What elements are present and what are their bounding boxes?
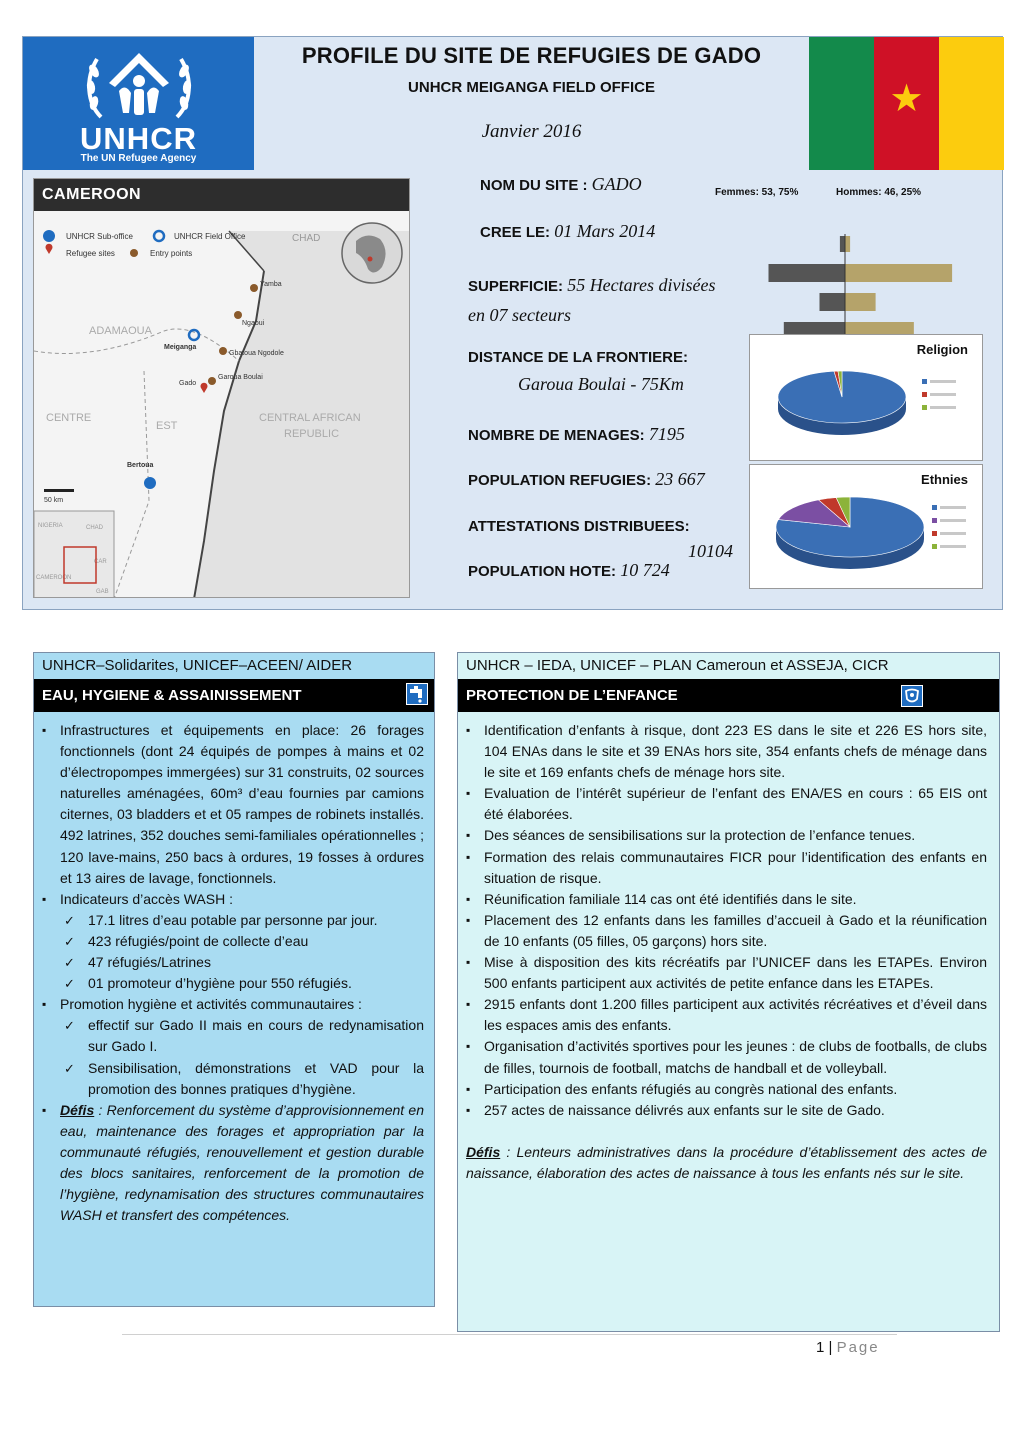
map-drawing — [34, 211, 410, 598]
legend-label-placeholder — [940, 519, 966, 522]
site-name-label: NOM DU SITE : — [480, 177, 592, 194]
child-protection-icon — [901, 685, 923, 707]
location-map — [33, 178, 410, 598]
map-label-garoua-boulai: Garoua Boulai — [218, 374, 263, 381]
map-label-meiganga: Meiganga — [164, 344, 197, 351]
legend-swatch — [932, 518, 937, 523]
site-area-value-2: en 07 secteurs — [468, 305, 571, 325]
map-label-car-2: REPUBLIC — [284, 428, 340, 440]
legend-label-placeholder — [940, 545, 966, 548]
legend-label-placeholder — [940, 506, 966, 509]
inset-label-cameroon: CAMEROON — [36, 575, 72, 581]
site-refugees-value: 23 667 — [655, 469, 705, 489]
site-refugees — [468, 469, 705, 490]
pyramid-bar-female — [820, 293, 846, 311]
map-label-bertoua: Bertoua — [127, 462, 154, 469]
wash-body — [34, 712, 434, 1226]
flag-stripe-green — [809, 37, 874, 170]
map-label-yamba: Yamba — [260, 281, 282, 288]
map-label-centre: CENTRE — [46, 412, 92, 424]
religion-pie — [750, 335, 984, 462]
map-label-gbatoua: Gbatoua Ngodole — [229, 350, 284, 357]
logo-subtitle: The UN Refugee Agency — [80, 153, 197, 164]
protection-defis-text: : Lenteurs administratives dans la procédure d’établissement des actes de naissance, élaboration des actes de naissance à tous les enfants nés sur le site. — [466, 1143, 987, 1181]
wash-indicator: ✓ 01 promoteur d’hygiène pour 550 réfugiés. — [84, 973, 424, 994]
wash-partners: UNHCR–Solidarites, UNICEF–ACEEN/ AIDER — [42, 657, 353, 674]
protection-body — [458, 712, 999, 1184]
legend-swatch — [932, 531, 937, 536]
site-border-distance — [468, 345, 688, 399]
inset-label-nigeria: NIGERIA — [38, 523, 63, 529]
site-area-value-1: 55 Hectares divisées — [567, 275, 716, 295]
report-date: Janvier 2016 — [481, 121, 582, 142]
legend-swatch — [932, 505, 937, 510]
ethnies-pie — [750, 465, 984, 590]
protection-section-header — [458, 679, 999, 712]
legend-swatch — [932, 544, 937, 549]
child-protection-panel — [457, 652, 1000, 1332]
legend-sub-office: UNHCR Sub-office — [66, 232, 133, 241]
legend-swatch — [922, 405, 927, 410]
protection-item: ▪ Mise à disposition des kits récréatifs par l’UNICEF dans les ETAPEs. Environ 500 enfants participent aux activités de petite enfance dans les ETAPEs. — [480, 952, 987, 994]
pyramid-bar-male — [845, 264, 952, 282]
protection-item: ▪ Réunification familiale 114 cas ont été identifiés dans le site. — [480, 889, 987, 910]
wash-promotion-label: Promotion hygiène et activités communautaires : — [60, 996, 362, 1013]
religion-chart-title: Religion — [916, 342, 968, 357]
legend-label-placeholder — [930, 406, 956, 409]
page-subtitle: UNHCR MEIGANGA FIELD OFFICE — [408, 79, 655, 96]
site-area — [468, 271, 715, 331]
legend-refugee-sites: Refugee sites — [66, 249, 115, 258]
map-scale-label: 50 km — [44, 497, 64, 504]
site-created-value: 01 Mars 2014 — [554, 221, 656, 241]
pyramid-male-label: Hommes: 46, 25% — [836, 187, 922, 198]
flag-stripe-red — [874, 37, 939, 170]
profile-banner — [22, 36, 1003, 610]
map-label-chad: CHAD — [292, 233, 321, 244]
wash-indicator: ✓ 47 réfugiés/Latrines — [84, 952, 424, 973]
site-name-value: GADO — [591, 174, 642, 194]
pyramid-bar-female — [840, 236, 845, 252]
map-scale-bar — [44, 489, 74, 492]
page-word: Page — [836, 1339, 880, 1356]
legend-label-placeholder — [940, 532, 966, 535]
population-pyramid — [713, 178, 1003, 338]
protection-item: ▪ Participation des enfants réfugiés au congrès national des enfants. — [480, 1079, 987, 1100]
site-attest-label: ATTESTATIONS DISTRIBUEES: — [468, 518, 690, 535]
site-name — [480, 174, 642, 195]
legend-swatch — [922, 392, 927, 397]
flag-stripe-yellow — [939, 37, 1004, 170]
title-block — [254, 37, 809, 170]
site-border-value: Garoua Boulai - 75Km — [518, 374, 684, 394]
pyramid-female-label: Femmes: 53, 75% — [715, 187, 799, 198]
wash-section-title: EAU, HYGIENE & ASSAINISSEMENT — [42, 687, 302, 704]
wash-item-promotion — [56, 994, 424, 1099]
protection-item: ▪ Placement des 12 enfants dans les familles d’accueil à Gado et la réunification de 10 enfants (05 filles, 05 garçons) hors site. — [480, 910, 987, 952]
unhcr-emblem-icon — [79, 47, 199, 125]
protection-item: ▪ Des séances de sensibilisations sur la protection de l’enfance tenues. — [480, 825, 987, 846]
site-attest-value: 10104 — [688, 541, 733, 561]
legend-label-placeholder — [930, 380, 956, 383]
site-households-label: NOMBRE DE MENAGES: — [468, 427, 649, 444]
map-label-adamaoua: ADAMAOUA — [89, 325, 152, 337]
footer-divider — [122, 1334, 897, 1335]
pyramid-bars — [713, 178, 1003, 338]
wash-section-header — [34, 679, 434, 712]
wash-defis-text: : Renforcement du système d’approvisionnement en eau, maintenance des forages et appropriation par la communauté réfugiés, renouvellement et gestion durable des blocs sanitaires, renforcement de la promotion de l’hygiène, redynamisation des structures communautaires WASH et transfert des compétences. — [60, 1101, 424, 1224]
protection-section-title: PROTECTION DE L’ENFANCE — [466, 687, 678, 704]
protection-defis-label: Défis — [466, 1143, 501, 1160]
map-title: CAMEROON — [34, 179, 410, 211]
ethnies-chart — [749, 464, 983, 589]
cameroon-flag — [809, 37, 1004, 170]
site-area-label: SUPERFICIE: — [468, 278, 568, 295]
protection-item: ▪ 2915 enfants dont 1.200 filles participent aux activités récréatives et d’éveil dans les espaces amis des enfants. — [480, 994, 987, 1036]
religion-chart — [749, 334, 983, 461]
wash-promotion-entry: ✓ Sensibilisation, démonstrations et VAD pour la promotion des bonnes pratiques d’hygiène. — [84, 1058, 424, 1100]
page-number — [816, 1339, 880, 1356]
wash-promotion-entry: ✓ effectif sur Gado II mais en cours de redynamisation sur Gado I. — [84, 1015, 424, 1057]
wash-item-infrastructure: ▪ Infrastructures et équipements en place: 26 forages fonctionnels (dont 24 équipés de pompes à mains et 02 d’électropompes immergées) sur 31 construits, 02 sources naturelles aménagées, 60m³ d’eau fournies par camions citernes, 03 bladders et et 05 rampes de robinets installés. 492 latrines, 352 douches semi-familiales opérationnelles ; 120 lave-mains, 250 bacs à ordures, 19 fosses à ordures et 13 aires de lavage, fonctionnels. — [56, 720, 424, 889]
logo-text: UNHCR — [80, 121, 197, 156]
ethnies-chart-title: Ethnies — [921, 472, 968, 487]
legend-field-office: UNHCR Field Office — [174, 232, 246, 241]
wash-indicators-label: Indicateurs d’accès WASH : — [60, 890, 233, 907]
protection-item: ▪ Identification d’enfants à risque, dont 223 ES dans le site et 226 ES hors site, 104 ENAs dans le site et 39 ENAs hors site, 354 enfants chefs de ménage dans le site et 169 enfants chefs de ménage hors site. — [480, 720, 987, 783]
legend-entry-points: Entry points — [150, 249, 193, 258]
map-label-gado: Gado — [179, 380, 197, 387]
wash-indicator: ✓ 423 réfugiés/point de collecte d’eau — [84, 931, 424, 952]
page-separator: | — [824, 1339, 837, 1356]
site-refugees-label: POPULATION REFUGIES: — [468, 472, 656, 489]
site-households — [468, 424, 685, 445]
wash-defis — [56, 1100, 424, 1227]
protection-item: ▪ Organisation d’activités sportives pour les jeunes : de clubs de footballs, de clubs de filles, tournois de football, matchs de handball et de volleyball. — [480, 1036, 987, 1078]
wash-item-indicators — [56, 889, 424, 994]
pyramid-bar-male — [845, 293, 876, 311]
inset-label-chad: CHAD — [86, 525, 104, 531]
map-label-ngaoui: Ngaoui — [242, 320, 265, 327]
flag-star-icon: ★ — [889, 78, 924, 120]
site-host-value: 10 724 — [620, 560, 670, 580]
protection-item: ▪ Evaluation de l’intérêt supérieur de l’enfant des ENA/ES en cours : 65 EIS ont été élaborées. — [480, 783, 987, 825]
page-number-value: 1 — [816, 1339, 825, 1356]
protection-defis — [466, 1142, 987, 1184]
map-label-est: EST — [156, 420, 178, 432]
wash-indicator: ✓ 17.1 litres d’eau potable par personne par jour. — [84, 910, 424, 931]
pyramid-bar-male — [845, 236, 850, 252]
protection-item: ▪ Formation des relais communautaires FICR pour l’identification des enfants en situation de risque. — [480, 847, 987, 889]
site-host-population — [468, 560, 670, 581]
inset-label-car: CAR — [94, 559, 107, 565]
water-tap-icon — [406, 683, 428, 705]
pyramid-bar-female — [769, 264, 846, 282]
inset-label-gab: GAB — [96, 589, 109, 595]
site-households-value: 7195 — [648, 424, 685, 444]
legend-swatch — [922, 379, 927, 384]
map-label-car-1: CENTRAL AFRICAN — [259, 412, 361, 424]
protection-partners: UNHCR – IEDA, UNICEF – PLAN Cameroun et ASSEJA, CICR — [466, 657, 889, 674]
site-border-label: DISTANCE DE LA FRONTIERE: — [468, 349, 688, 366]
page-title: PROFILE DU SITE DE REFUGIES DE GADO — [301, 43, 762, 68]
site-created-label: CREE LE: — [480, 224, 555, 241]
site-host-label: POPULATION HOTE: — [468, 563, 621, 580]
legend-label-placeholder — [930, 393, 956, 396]
protection-item: ▪ 257 actes de naissance délivrés aux enfants sur le site de Gado. — [480, 1100, 987, 1121]
unhcr-logo — [23, 37, 254, 170]
site-attestations — [468, 515, 733, 563]
wash-defis-label: Défis — [60, 1101, 95, 1118]
site-created — [480, 221, 655, 242]
wash-panel — [33, 652, 435, 1307]
